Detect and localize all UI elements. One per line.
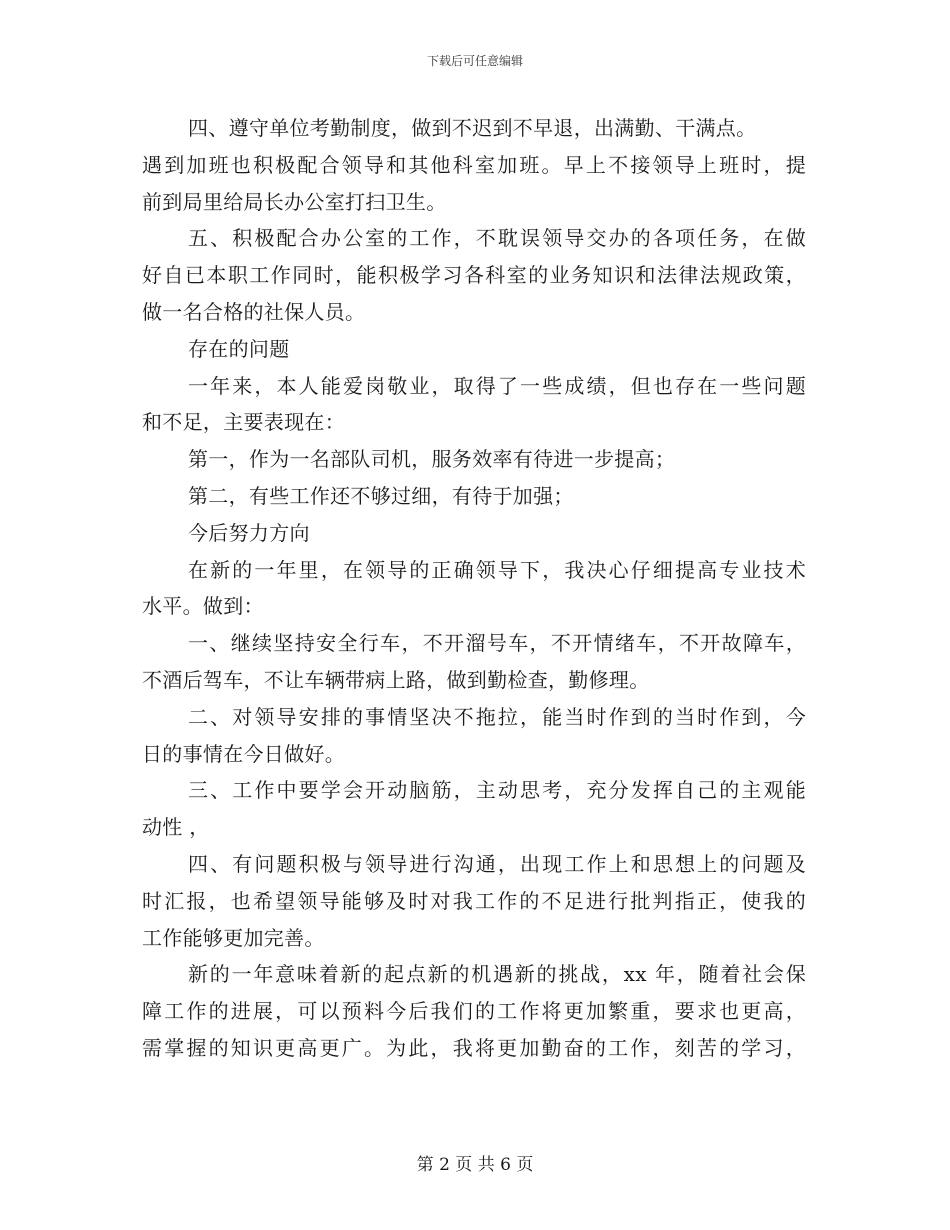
text-line: 五、积极配合办公室的工作，不耽误领导交办的各项任务，在做 [188, 226, 806, 251]
text-line: 和不足，主要表现在： [142, 410, 345, 435]
text-line: 存在的问题 [188, 336, 290, 361]
text-line: 今后努力方向 [188, 520, 310, 545]
text-line: 新的一年意味着新的起点新的机遇新的挑战，xx 年，随着社会保 [188, 962, 806, 987]
text-line: 障工作的进展，可以预料今后我们的工作将更加繁重，要求也更高， [142, 999, 806, 1024]
page-header: 下载后可任意编辑 [426, 54, 523, 68]
text-line: 在新的一年里，在领导的正确领导下，我决心仔细提高专业技术 [188, 557, 806, 582]
text-line: 第二，有些工作还不够过细，有待于加强； [188, 483, 574, 508]
text-line: 三、工作中要学会开动脑筋，主动思考，充分发挥自己的主观能 [188, 778, 806, 803]
document-body [142, 110, 806, 1067]
text-line: 工作能够更加完善。 [142, 925, 325, 950]
text-line: 二、对领导安排的事情坚决不拖拉，能当时作到的当时作到，今 [188, 704, 806, 729]
text-line: 日的事情在今日做好。 [142, 741, 345, 766]
text-line: 动性 ， [142, 815, 210, 840]
text-line: 第一，作为一名部队司机，服务效率有待进一步提高； [188, 447, 676, 472]
text-line: 四、遵守单位考勤制度，做到不迟到不早退，出满勤、干满点。 [188, 116, 757, 140]
text-line: 一年来，本人能爱岗敬业，取得了一些成绩，但也存在一些问题 [188, 373, 806, 398]
page-number-footer: 第 2 页 共 6 页 [416, 1155, 534, 1175]
text-line: 好自已本职工作同时，能积极学习各科室的业务知识和法律法规政策， [142, 263, 806, 288]
text-line: 前到局里给局长办公室打扫卫生。 [142, 189, 447, 214]
text-line: 水平。做到： [142, 594, 264, 619]
text-line: 时汇报，也希望领导能够及时对我工作的不足进行批判指正，使我的 [142, 888, 806, 913]
text-line: 一、继续坚持安全行车，不开溜号车，不开情绪车，不开故障车， [188, 631, 806, 656]
text-line: 遇到加班也积极配合领导和其他科室加班。早上不接领导上班时，提 [142, 152, 806, 177]
text-line: 不酒后驾车，不让车辆带病上路，做到勤检查，勤修理。 [142, 667, 650, 692]
text-line: 需掌握的知识更高更广。为此，我将更加勤奋的工作，刻苦的学习， [142, 1035, 806, 1060]
text-line: 四、有问题积极与领导进行沟通，出现工作上和思想上的问题及 [188, 851, 806, 876]
text-line: 做一名合格的社保人员。 [142, 299, 366, 324]
